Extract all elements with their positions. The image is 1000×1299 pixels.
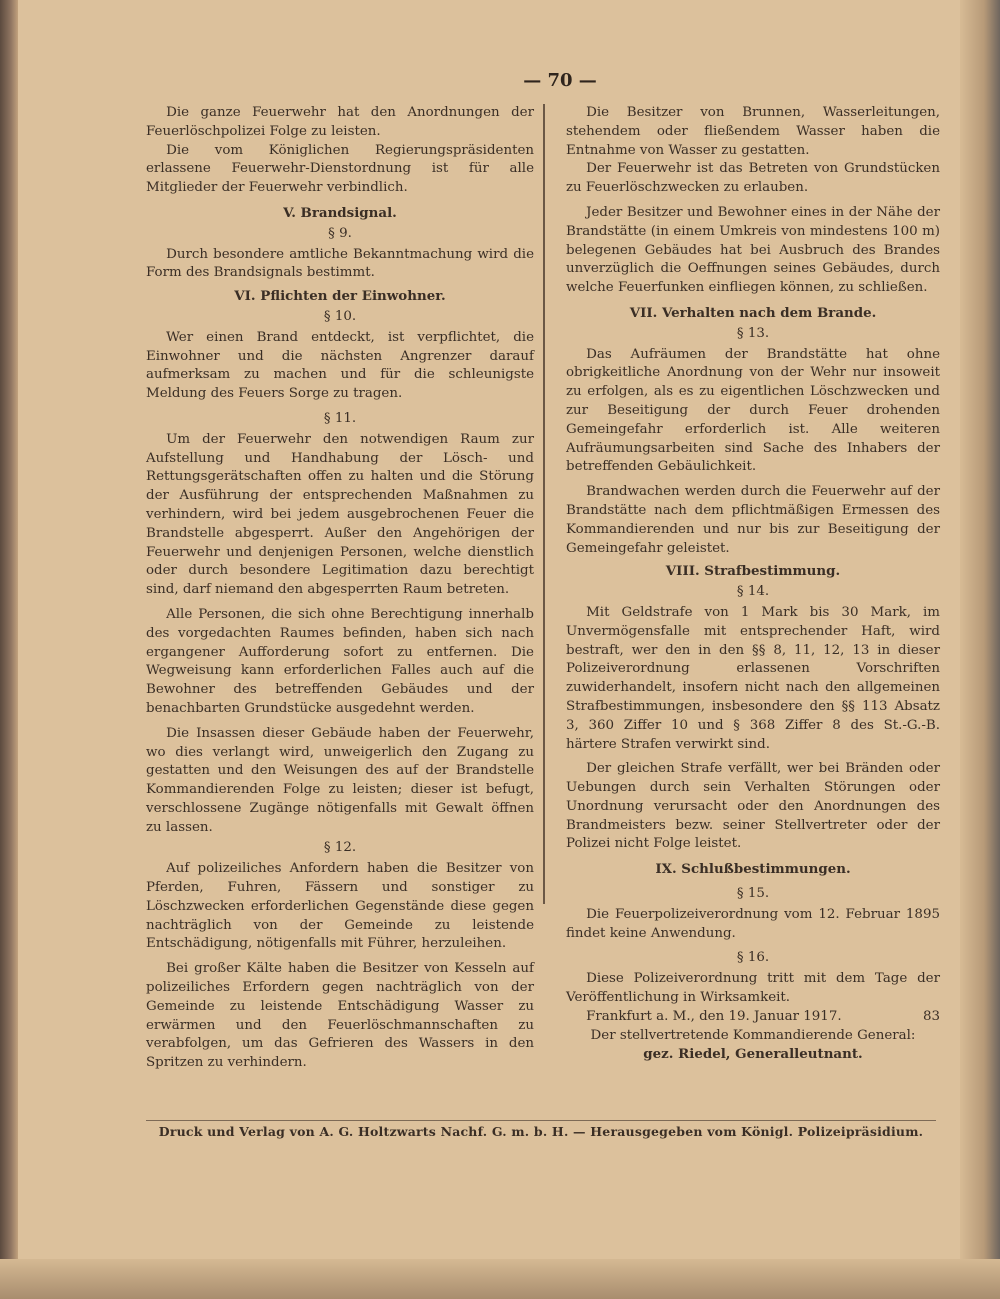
section-heading: VIII. Strafbestimmung. [665,563,841,580]
imprint-footer: Druck und Verlag von A. G. Holtzwarts Nachf. G. m. b. H. — Herausgegeben vom Königl. Polizeipräsidium. [158,1124,924,1139]
paragraph: Diese Polizeiverordnung tritt mit dem Tage der Veröffentlichung in Wirksamkeit. [566,971,940,1006]
book-binding [0,0,18,1299]
paragraph-number: § 9. [328,225,352,241]
paragraph: Die Besitzer von Brunnen, Wasserleitungen, stehendem oder fließendem Wasser haben die Entnahme von Wasser zu gestatten. [566,105,940,158]
signer-title: Der stellvertretende Kommandierende General: [590,1027,916,1043]
paragraph: Durch besondere amtliche Bekanntmachung wird die Form des Brandsignals bestimmt. [146,246,534,281]
section-heading: IX. Schlußbestimmungen. [655,861,851,878]
place-date: Frankfurt a. M., den 19. Januar 1917. [586,1008,842,1024]
page-edge [960,0,1000,1299]
paragraph: Um der Feuerwehr den notwendigen Raum zur Aufstellung und Handhabung der Lösch- und Rettungsgerätschaften offen zu halten und die Störung der Ausführung der entsprechenden Maßnahmen zu verhindern, wird bei jedem ausgebrochenen Feuer die Brandstelle abgesperrt. Außer den Angehörigen der Feuerwehr und denjenigen Personen, welche dienstlich oder durch besondere Legitimation dazu berechtigt sind, darf niemand den abgesperrten Raum betreten. [146,431,534,598]
paragraph-number: § 11. [323,410,357,426]
paragraph: Der gleichen Strafe verfällt, wer bei Bränden oder Uebungen durch sein Verhalten Störungen oder Unordnung verursacht oder den Anordnungen des Brandmeisters bezw. seiner Stellvertreter oder der Polizei nicht Folge leistet. [566,761,940,852]
section-heading: VII. Verhalten nach dem Brande. [629,304,877,321]
paragraph: Alle Personen, die sich ohne Berechtigung innerhalb des vorgedachten Raumes befinden, haben sich nach ergangener Aufforderung sofort zu entfernen. Die Wegweisung kann erforderlichen Falles auch auf die Bewohner des betreffenden Gebäudes und der benachbarten Grundstücke ausgedehnt werden. [146,606,534,716]
footer-rule [146,1120,936,1121]
paragraph-number: § 12. [323,840,357,856]
paragraph: Auf polizeiliches Anfordern haben die Besitzer von Pferden, Fuhren, Fässern und sonstiger zu Löschzwecken erforderlichen Gegenstände diese gegen nachträglich von der Gemeinde zu leistende Entschädigung, nötigenfalls mit Führer, herzuleihen. [146,861,534,952]
paragraph-number: § 14. [736,584,770,600]
paragraph-number: § 15. [736,886,770,902]
paragraph: Bei großer Kälte haben die Besitzer von Kesseln auf polizeiliches Erfordern gegen nachträglich von der Gemeinde zu leistende Entschädigung Wasser zu erwärmen und den Feuerlöschmannschaften zu verabfolgen, um das Gefrieren des Wassers in den Spritzen zu verhindern. [146,961,534,1071]
column-divider [543,104,545,904]
place-date-line [566,1008,940,1027]
page-edge-bottom [0,1259,1000,1299]
left-column [146,104,534,1073]
signature: gez. Riedel, Generalleutnant. [643,1046,863,1063]
page-number: — 70 — [523,70,597,91]
paragraph: Die vom Königlichen Regierungspräsidenten erlassene Feuerwehr-Dienstordnung ist für alle Mitglieder der Feuerwehr verbindlich. [146,142,534,196]
section-heading: VI. Pflichten der Einwohner. [234,288,446,305]
paragraph-number: § 10. [323,308,357,324]
paragraph: Mit Geldstrafe von 1 Mark bis 30 Mark, im Unvermögensfalle mit entsprechender Haft, wird bestraft, wer den in den §§ 8, 11, 12, 13 in dieser Polizeiverordnung erlassenen Vorschriften zuwiderhandelt, insofern nicht nach den allgemeinen Strafbestimmungen, insbesondere den §§ 113 Absatz 3, 360 Ziffer 10 und § 368 Ziffer 8 des St.-G.-B. härtere Strafen verwirkt sind. [566,604,940,752]
paragraph: Jeder Besitzer und Bewohner eines in der Nähe der Brandstätte (in einem Umkreis von mindestens 100 m) belegenen Gebäudes hat bei Ausbruch des Brandes unverzüglich die Oeffnungen seines Gebäudes, durch welche Feuerfunken einfliegen können, zu schließen. [566,204,940,296]
paragraph: Der Feuerwehr ist das Betreten von Grundstücken zu Feuerlöschzwecken zu erlauben. [566,161,940,196]
paragraph: Die Insassen dieser Gebäude haben der Feuerwehr, wo dies verlangt wird, unweigerlich den Zugang zu gestatten und den Weisungen des auf der Brandstelle Kommandierenden Folge zu leisten; dieser ist befugt, verschlossene Zugänge nötigenfalls mit Gewalt öffnen zu lassen. [146,725,534,835]
paragraph-number: § 16. [736,950,770,966]
paragraph-number: § 13. [736,325,770,341]
document-number: 83 [922,1008,940,1024]
paragraph: Wer einen Brand entdeckt, ist verpflichtet, die Einwohner und die nächsten Angrenzer darauf aufmerksam zu machen und für die schleunigste Meldung des Feuers Sorge zu tragen. [146,329,534,402]
paragraph: Brandwachen werden durch die Feuerwehr auf der Brandstätte nach dem pflichtmäßigen Ermessen des Kommandierenden und nur bis zur Beseitigung der Gemeingefahr geleistet. [566,484,940,556]
paragraph: Das Aufräumen der Brandstätte hat ohne obrigkeitliche Anordnung von der Wehr nur insoweit zu erfolgen, als es zu eigentlichen Löschzwecken und zur Beseitigung der durch Feuer drohenden Gemeingefahr erforderlich ist. Alle weiteren Aufräumungsarbeiten sind Sache des Inhabers der betreffenden Gebäulichkeit. [566,346,940,475]
paragraph: Die Feuerpolizeiverordnung vom 12. Februar 1895 findet keine Anwendung. [566,906,940,941]
right-column [566,104,940,1064]
paragraph: Die ganze Feuerwehr hat den Anordnungen der Feuerlöschpolizei Folge zu leisten. [146,105,534,139]
section-heading: V. Brandsignal. [283,204,397,221]
